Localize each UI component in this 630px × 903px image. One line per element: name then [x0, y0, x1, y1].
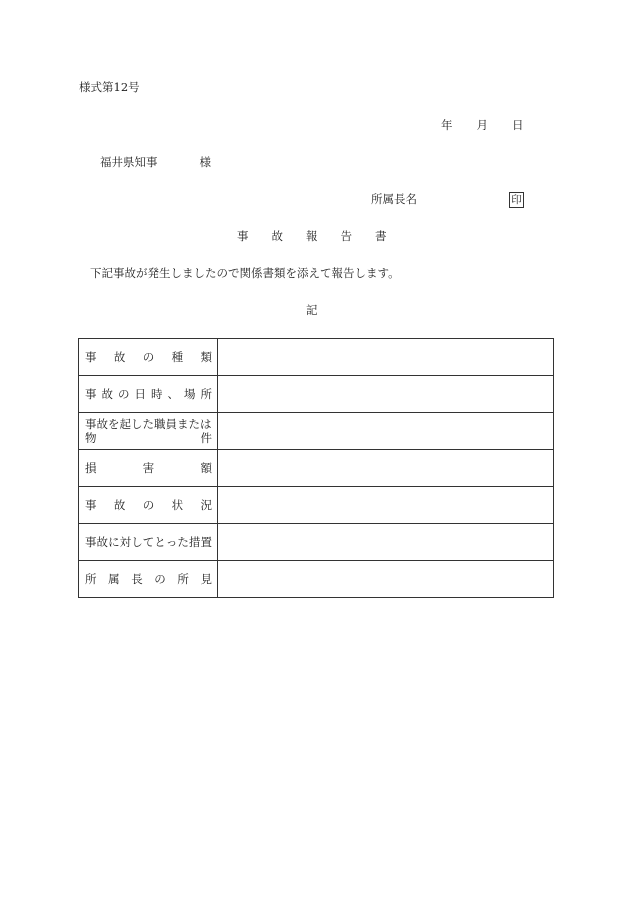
label-char: し — [131, 535, 143, 549]
label-char: 置 — [200, 535, 212, 549]
label-char: 見 — [200, 572, 212, 586]
row-label — [79, 561, 218, 598]
row-label-line2-b: 件 — [200, 431, 212, 445]
label-char: て — [142, 535, 155, 549]
row-label — [79, 524, 218, 561]
label-char: 属 — [108, 572, 120, 586]
label-spread — [85, 386, 212, 402]
form-number: 様式第12号 — [79, 80, 140, 94]
row-label — [79, 450, 218, 487]
label-char: 事 — [85, 350, 97, 364]
label-char: 額 — [200, 461, 212, 475]
label-char: 故 — [113, 498, 126, 512]
date-day: 日 — [512, 118, 524, 132]
addressee — [100, 157, 211, 169]
label-char: 事 — [85, 535, 97, 549]
table-row — [79, 561, 554, 598]
label-spread — [85, 349, 212, 365]
row-value-cell[interactable] — [218, 413, 554, 450]
row-value-cell[interactable] — [218, 487, 554, 524]
date-line — [441, 120, 524, 132]
label-char: 長 — [131, 572, 143, 586]
ki-heading: 記 — [306, 303, 318, 317]
date-month: 月 — [476, 118, 488, 132]
label-char: 場 — [184, 387, 196, 401]
table-row — [79, 413, 554, 450]
label-char: 対 — [119, 535, 132, 549]
label-char: っ — [165, 535, 178, 549]
table-row — [79, 376, 554, 413]
row-label — [79, 413, 218, 450]
label-char: に — [108, 535, 120, 549]
label-char: 所 — [177, 572, 189, 586]
label-char: 所 — [200, 387, 212, 401]
label-char: 故 — [113, 350, 126, 364]
table-row — [79, 339, 554, 376]
row-value-cell[interactable] — [218, 339, 554, 376]
label-spread — [85, 534, 212, 550]
report-table — [78, 338, 554, 598]
body-text: 下記事故が発生しましたので関係書類を添えて報告します。 — [90, 266, 400, 280]
label-char: た — [177, 535, 189, 549]
label-char: 事 — [85, 498, 97, 512]
row-label — [79, 339, 218, 376]
label-char: 況 — [200, 498, 212, 512]
label-char: 時 — [151, 387, 163, 401]
table-row — [79, 524, 554, 561]
label-char: の — [118, 387, 130, 401]
document-title: 事故報告書 — [237, 229, 410, 243]
label-char: 状 — [171, 498, 184, 512]
table-row — [79, 450, 554, 487]
seal-mark: 印 — [509, 192, 524, 208]
signer-label: 所属長名 — [371, 192, 417, 206]
label-char: 措 — [188, 535, 201, 549]
row-value-cell[interactable] — [218, 450, 554, 487]
label-char: の — [142, 350, 155, 364]
label-char: 故 — [96, 535, 109, 549]
addressee-name: 福井県知事 — [100, 155, 158, 169]
label-char: 種 — [171, 350, 184, 364]
label-char: 害 — [142, 461, 155, 475]
label-char: と — [154, 535, 166, 549]
label-spread — [85, 460, 212, 476]
table-row — [79, 487, 554, 524]
label-char: の — [154, 572, 166, 586]
row-label — [79, 376, 218, 413]
label-char: 類 — [200, 350, 212, 364]
label-char: 事 — [85, 387, 97, 401]
label-char: 損 — [85, 461, 97, 475]
row-label-line1: 事故を起した職員または — [85, 417, 212, 431]
row-label-line2-a: 物 — [85, 431, 97, 445]
label-char: 日 — [134, 387, 146, 401]
label-spread — [85, 497, 212, 513]
row-label — [79, 487, 218, 524]
addressee-honorific: 様 — [199, 155, 211, 169]
label-char: 故 — [101, 387, 113, 401]
label-char: の — [142, 498, 155, 512]
date-year: 年 — [441, 118, 453, 132]
label-char: 所 — [85, 572, 97, 586]
row-value-cell[interactable] — [218, 524, 554, 561]
row-value-cell[interactable] — [218, 376, 554, 413]
label-char: 、 — [167, 387, 179, 401]
row-value-cell[interactable] — [218, 561, 554, 598]
label-spread — [85, 571, 212, 587]
